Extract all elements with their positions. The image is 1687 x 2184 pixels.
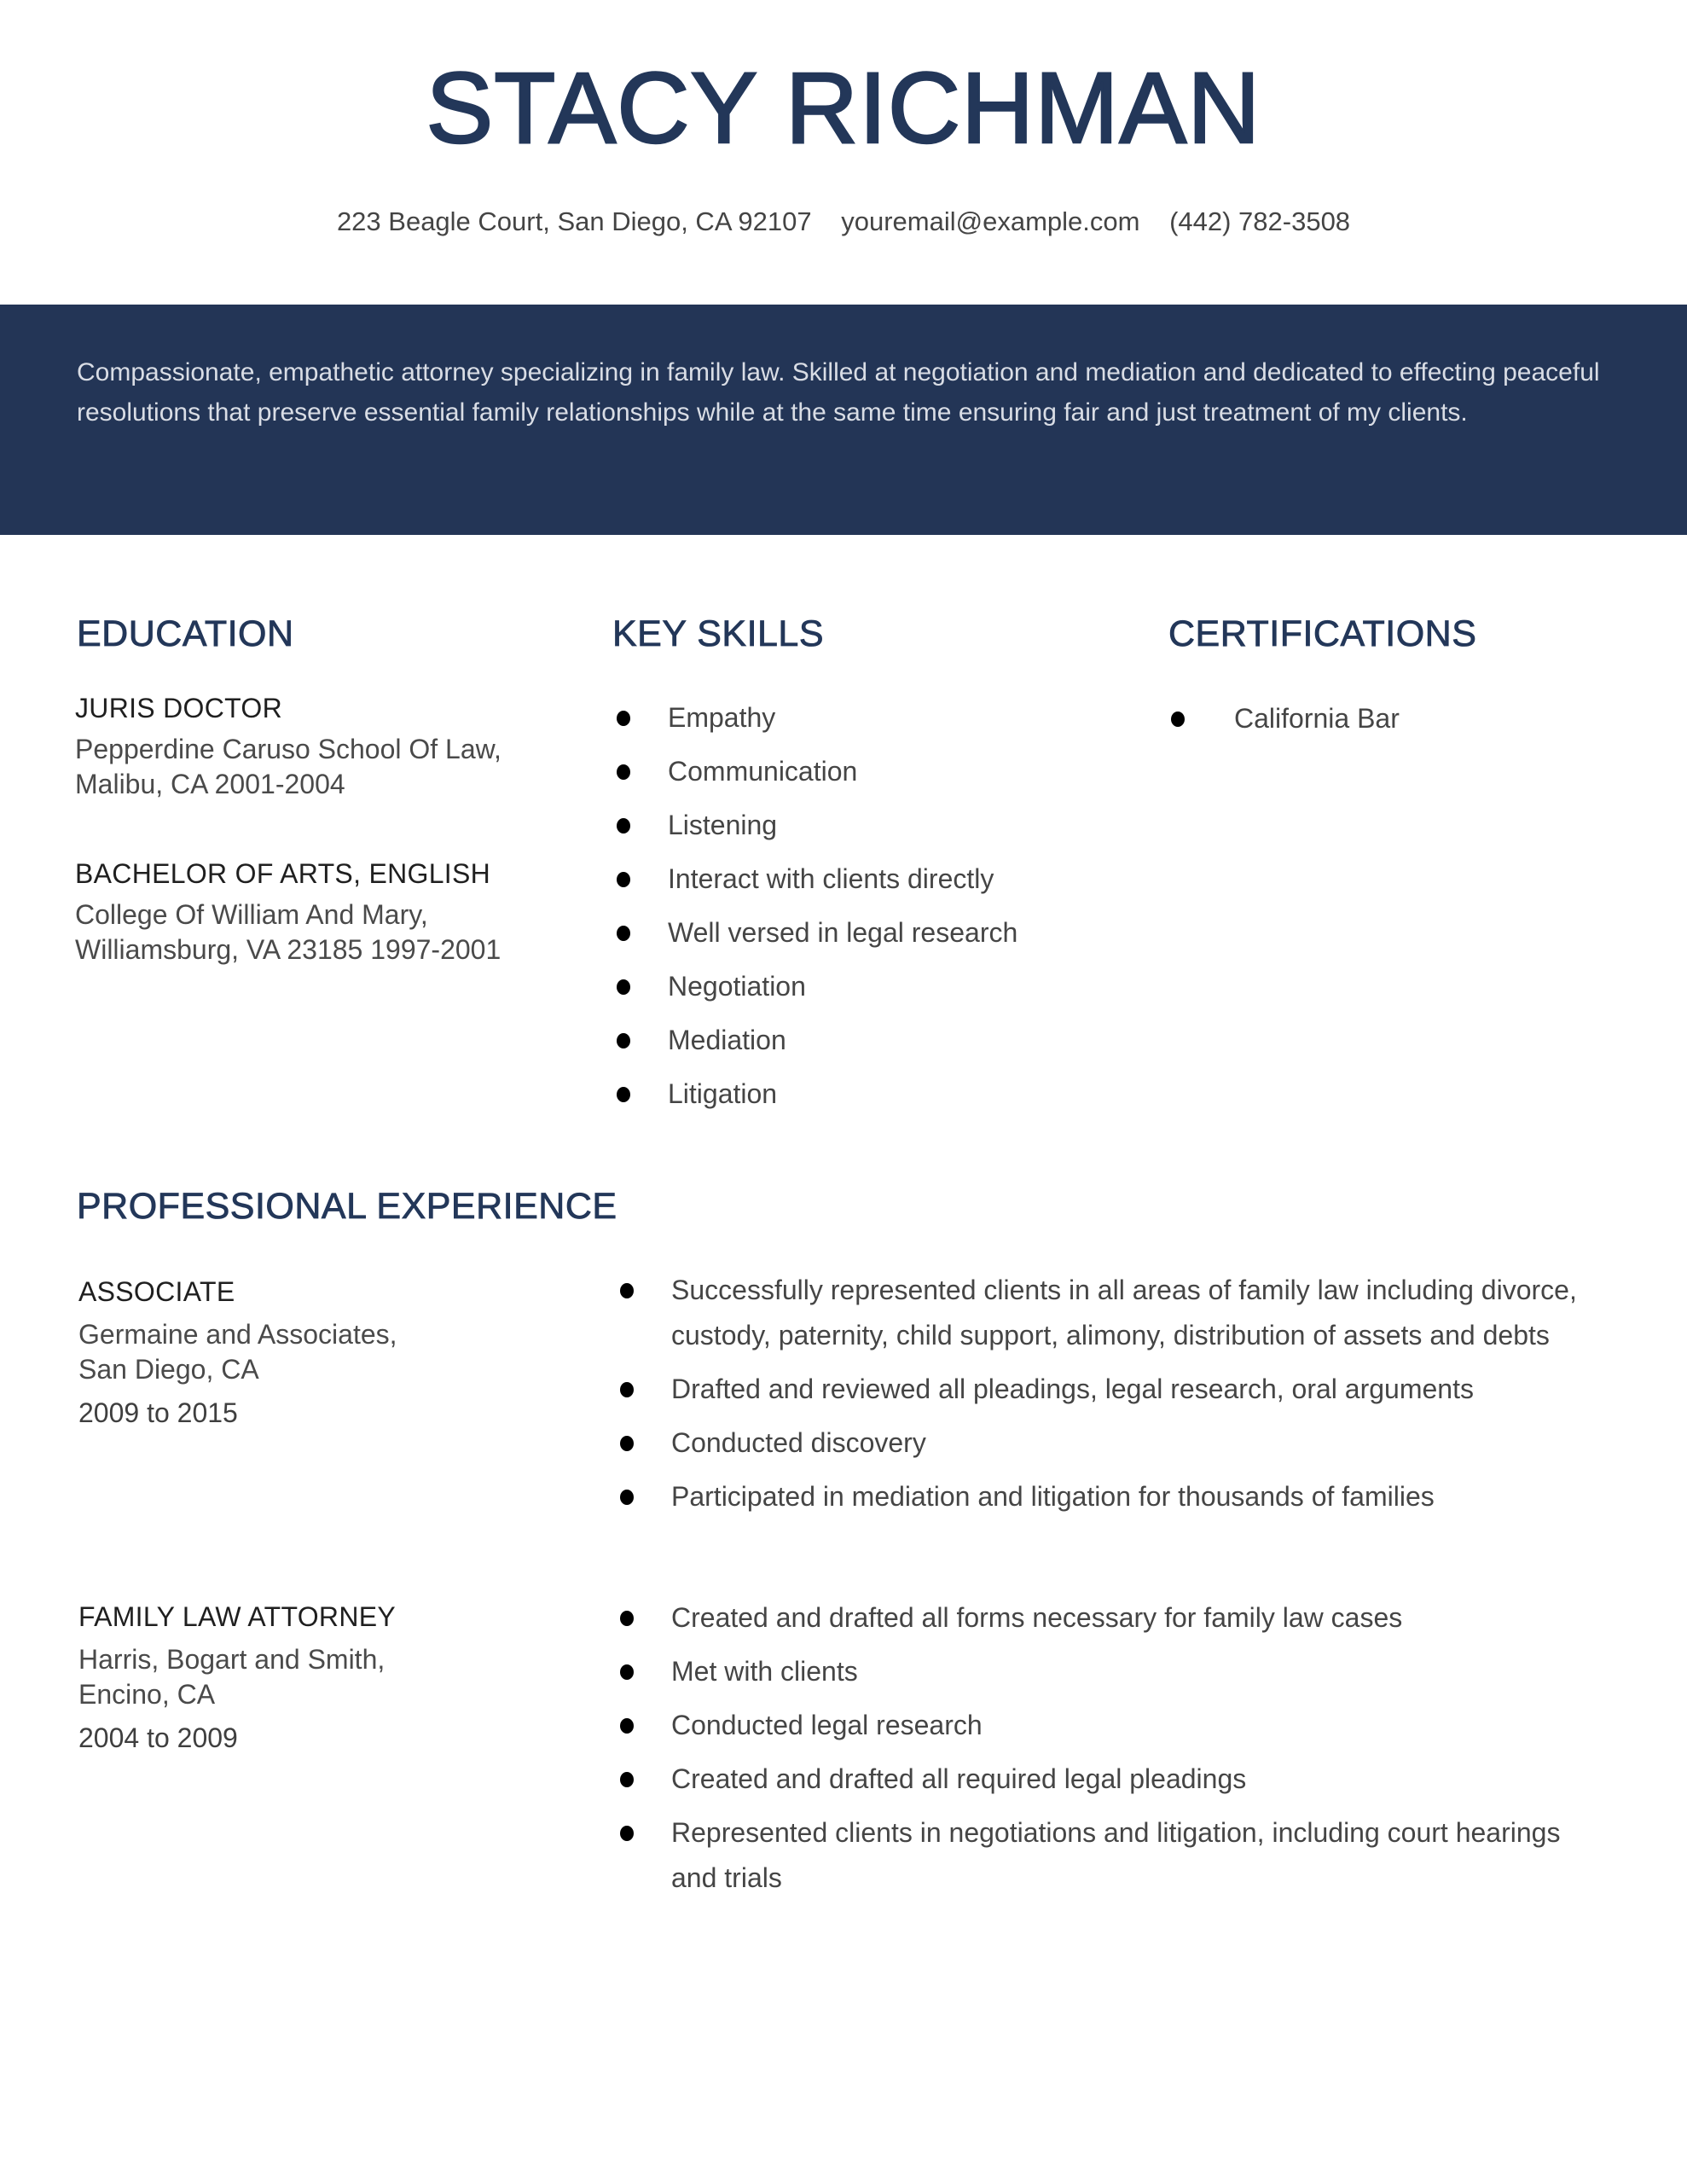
job-dates: 2004 to 2009 — [78, 1722, 238, 1753]
bullet-icon — [620, 1611, 634, 1626]
bullet-icon — [617, 1033, 630, 1048]
job-dates: 2009 to 2015 — [78, 1397, 238, 1428]
job-bullets — [620, 1268, 1584, 1528]
address: 223 Beagle Court, San Diego, CA 92107 — [336, 206, 812, 236]
skill-item: Negotiation — [617, 969, 1017, 1023]
company: Germaine and Associates, — [78, 1319, 397, 1350]
bullet-icon — [620, 1436, 634, 1451]
contact-line — [0, 205, 1687, 239]
job-bullet: Conducted discovery — [620, 1420, 1584, 1466]
job-title: FAMILY LAW ATTORNEY — [78, 1601, 397, 1632]
bullet-icon — [620, 1718, 634, 1734]
company: Harris, Bogart and Smith, — [78, 1644, 386, 1675]
skill-item: Litigation — [617, 1077, 1017, 1130]
skill-item: Well versed in legal research — [617, 915, 1017, 969]
school: Pepperdine Caruso School Of Law, — [75, 734, 501, 764]
job-bullet: Successfully represented clients in all areas of family law including divorce, custody, paternity, child support, alimony, distribution of assets and debts — [620, 1268, 1584, 1358]
bullet-icon — [620, 1772, 634, 1787]
job-title: ASSOCIATE — [78, 1276, 235, 1307]
certifications-list — [1171, 701, 1400, 755]
bullet-icon — [1171, 712, 1185, 727]
phone: (442) 782-3508 — [1169, 206, 1351, 236]
job-bullets — [620, 1595, 1584, 1909]
job-bullet: Met with clients — [620, 1649, 1584, 1694]
bullet-icon — [617, 1087, 630, 1102]
skill-item: Communication — [617, 754, 1017, 808]
location-dates: Williamsburg, VA 23185 1997-2001 — [75, 934, 501, 965]
bullet-icon — [617, 764, 630, 780]
education-item — [75, 857, 553, 967]
key-skills-heading: KEY SKILLS — [612, 613, 825, 654]
bullet-icon — [617, 711, 630, 726]
job-bullet: Created and drafted all forms necessary for family law cases — [620, 1595, 1584, 1641]
certification-item: California Bar — [1171, 701, 1400, 755]
job-bullet: Drafted and reviewed all pleadings, legal research, oral arguments — [620, 1367, 1584, 1412]
candidate-name: STACY RICHMAN — [426, 52, 1261, 165]
job-location: San Diego, CA — [78, 1354, 259, 1385]
degree: JURIS DOCTOR — [75, 693, 283, 723]
job-bullet: Participated in mediation and litigation for thousands of families — [620, 1474, 1584, 1519]
skill-item: Empathy — [617, 700, 1017, 754]
job-bullet: Created and drafted all required legal pleadings — [620, 1757, 1584, 1802]
bullet-icon — [617, 818, 630, 834]
education-item — [75, 691, 553, 802]
location-dates: Malibu, CA 2001-2004 — [75, 769, 345, 799]
job-location: Encino, CA — [78, 1679, 216, 1710]
job-bullet: Represented clients in negotiations and litigation, including court hearings and trials — [620, 1810, 1584, 1901]
education-heading: EDUCATION — [77, 613, 294, 654]
degree: BACHELOR OF ARTS, ENGLISH — [75, 858, 491, 889]
job-info — [78, 1275, 556, 1430]
skill-item: Interact with clients directly — [617, 862, 1017, 915]
bullet-icon — [617, 872, 630, 887]
bullet-icon — [620, 1283, 634, 1298]
bullet-icon — [620, 1664, 634, 1680]
bullet-icon — [620, 1826, 634, 1841]
school: College Of William And Mary, — [75, 899, 428, 930]
skills-list — [617, 700, 1017, 1130]
skill-item: Listening — [617, 808, 1017, 862]
bullet-icon — [617, 979, 630, 995]
experience-heading: PROFESSIONAL EXPERIENCE — [77, 1186, 617, 1227]
bullet-icon — [620, 1382, 634, 1397]
bullet-icon — [620, 1490, 634, 1505]
email-link[interactable]: youremail@example.com — [841, 206, 1140, 236]
skill-item: Mediation — [617, 1023, 1017, 1077]
job-info — [78, 1600, 556, 1755]
bullet-icon — [617, 926, 630, 941]
summary-text: Compassionate, empathetic attorney specializing in family law. Skilled at negotiation and mediation and dedicated to effecting peaceful resolutions that preserve essential family relationships while at the same time ensuring fair and just treatment of my clients. — [77, 358, 1600, 427]
certifications-heading: CERTIFICATIONS — [1168, 613, 1477, 654]
job-bullet: Conducted legal research — [620, 1703, 1584, 1748]
